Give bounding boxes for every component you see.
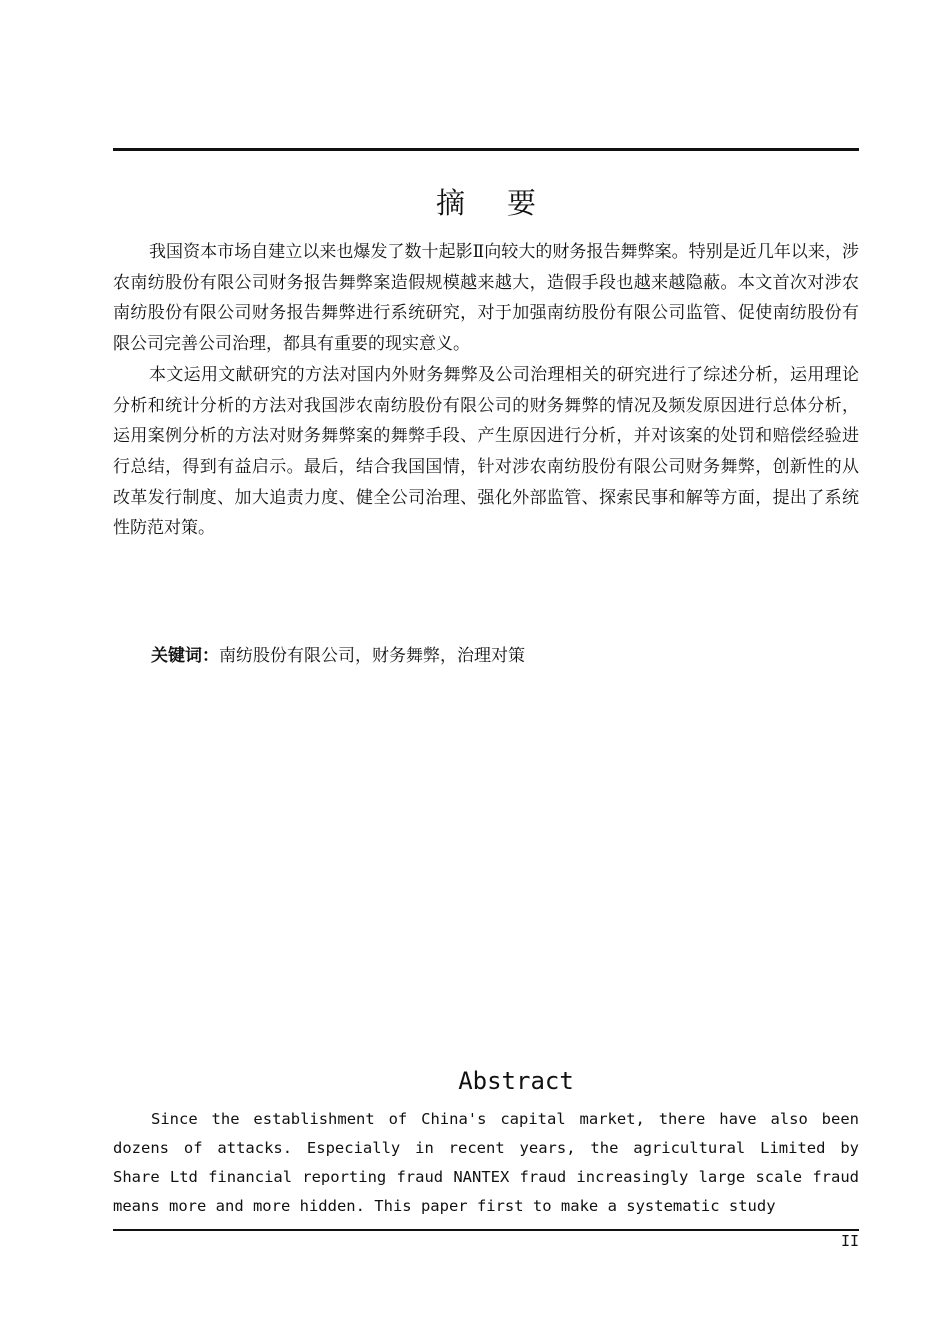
header-rule bbox=[113, 148, 859, 151]
abstract-cn-paragraph: 我国资本市场自建立以来也爆发了数十起影Ⅱ向较大的财务报告舞弊案。特别是近几年以来，涉农南纺股份有限公司财务报告舞弊案造假规模越来越大，造假手段也越来越隐蔽。本文首次对涉农南纺股份有限公司财务报告舞弊进行系统研究，对于加强南纺股份有限公司监管、促使南纺股份有限公司完善公司治理，都具有重要的现实意义。 bbox=[113, 242, 859, 355]
keywords-label: 关键词： bbox=[151, 646, 219, 666]
footer-rule bbox=[113, 1229, 859, 1231]
abstract-en-body bbox=[113, 1105, 859, 1223]
abstract-cn-paragraph: 本文运用文献研究的方法对国内外财务舞弊及公司治理相关的研究进行了综述分析，运用理论分析和统计分析的方法对我国涉农南纺股份有限公司的财务舞弊的情况及频发原因进行总体分析，运用案例分析的方法对财务舞弊案的舞弊手段、产生原因进行分析，并对该案的处罚和赔偿经验进行总结，得到有益启示。最后，结合我国国情，针对涉农南纺股份有限公司财务舞弊，创新性的从改革发行制度、加大追责力度、健全公司治理、强化外部监管、探索民事和解等方面，提出了系统性防范对策。 bbox=[113, 364, 859, 539]
keywords-value: 南纺股份有限公司，财务舞弊，治理对策 bbox=[219, 646, 525, 666]
abstract-en-title: Abstract bbox=[458, 1067, 574, 1095]
abstract-en-paragraph: Since the establishment of China's capital market, there have also been dozens of attacks. Especially in recent years, the agricultural Limited by Share Ltd financial reporting fraud NANTEX fraud increasingly large scale fraud means more and more hidden. This paper first to make a systematic study bbox=[113, 1110, 859, 1215]
abstract-cn-body bbox=[113, 237, 859, 544]
abstract-cn-title: 摘要 bbox=[435, 186, 578, 220]
keywords-line bbox=[151, 641, 859, 671]
page-number: II bbox=[840, 1232, 859, 1250]
